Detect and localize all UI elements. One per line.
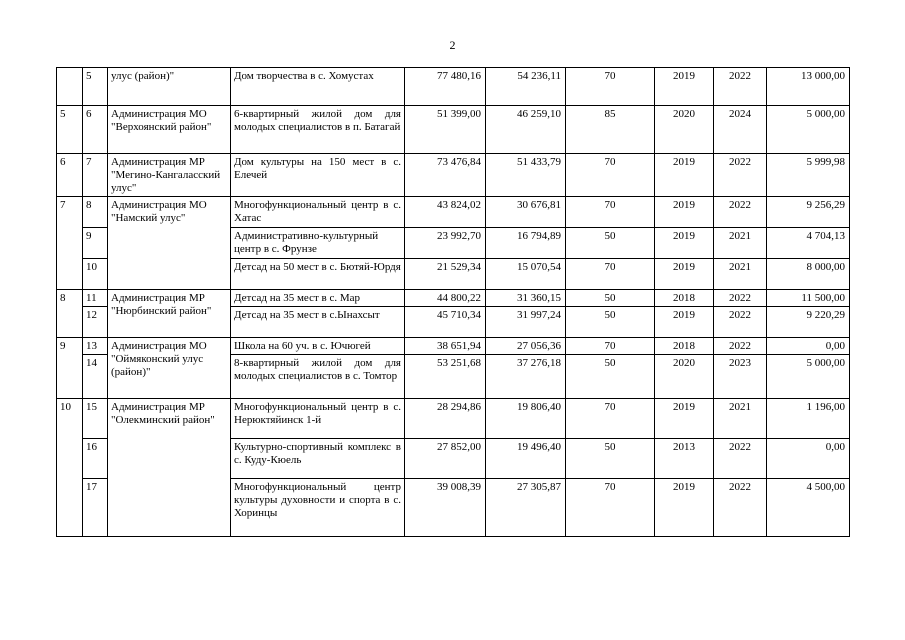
table-row bbox=[57, 197, 850, 228]
row-index-cell: 11 bbox=[83, 290, 108, 307]
total-cost-cell: 23 992,70 bbox=[405, 228, 486, 259]
total-cost-cell: 44 800,22 bbox=[405, 290, 486, 307]
organization-cell: Администрация МР "Олекминский район" bbox=[108, 399, 231, 537]
group-number-cell: 7 bbox=[57, 197, 83, 290]
table-row bbox=[57, 290, 850, 307]
amount-cell: 5 999,98 bbox=[767, 154, 850, 197]
subsidy-cell: 51 433,79 bbox=[486, 154, 566, 197]
end-year-cell: 2022 bbox=[714, 68, 767, 106]
amount-cell: 0,00 bbox=[767, 338, 850, 355]
page-number: 2 bbox=[449, 38, 456, 52]
object-name-cell: Культурно-спортивный комплекс в с. Куду-Кюель bbox=[231, 439, 405, 479]
amount-cell: 5 000,00 bbox=[767, 106, 850, 154]
organization-cell: Администрация МР "Мегино-Кангаласский улус" bbox=[108, 154, 231, 197]
subsidy-cell: 19 496,40 bbox=[486, 439, 566, 479]
percent-cell: 50 bbox=[566, 290, 655, 307]
end-year-cell: 2022 bbox=[714, 307, 767, 338]
start-year-cell: 2018 bbox=[655, 338, 714, 355]
total-cost-cell: 73 476,84 bbox=[405, 154, 486, 197]
start-year-cell: 2019 bbox=[655, 307, 714, 338]
subsidy-cell: 31 360,15 bbox=[486, 290, 566, 307]
subsidy-cell: 54 236,11 bbox=[486, 68, 566, 106]
percent-cell: 70 bbox=[566, 259, 655, 290]
end-year-cell: 2021 bbox=[714, 259, 767, 290]
end-year-cell: 2024 bbox=[714, 106, 767, 154]
organization-cell: Администрация МР "Нюрбинский район" bbox=[108, 290, 231, 338]
end-year-cell: 2022 bbox=[714, 338, 767, 355]
start-year-cell: 2019 bbox=[655, 228, 714, 259]
table-row bbox=[57, 68, 850, 106]
object-name-cell: Многофункциональный центр в с. Нерюктяйинск 1-й bbox=[231, 399, 405, 439]
group-number-cell: 8 bbox=[57, 290, 83, 338]
total-cost-cell: 39 008,39 bbox=[405, 479, 486, 537]
subsidy-cell: 37 276,18 bbox=[486, 355, 566, 399]
start-year-cell: 2019 bbox=[655, 479, 714, 537]
group-number-cell: 10 bbox=[57, 399, 83, 537]
start-year-cell: 2020 bbox=[655, 106, 714, 154]
table-row bbox=[57, 399, 850, 439]
subsidy-cell: 27 056,36 bbox=[486, 338, 566, 355]
start-year-cell: 2013 bbox=[655, 439, 714, 479]
amount-cell: 1 196,00 bbox=[767, 399, 850, 439]
percent-cell: 70 bbox=[566, 197, 655, 228]
organization-cell: Администрация МО "Верхоянский район" bbox=[108, 106, 231, 154]
object-name-cell: Дом культуры на 150 мест в с. Елечей bbox=[231, 154, 405, 197]
total-cost-cell: 21 529,34 bbox=[405, 259, 486, 290]
subsidy-cell: 30 676,81 bbox=[486, 197, 566, 228]
subsidy-cell: 27 305,87 bbox=[486, 479, 566, 537]
objects-table bbox=[56, 67, 850, 537]
end-year-cell: 2022 bbox=[714, 197, 767, 228]
row-index-cell: 13 bbox=[83, 338, 108, 355]
object-name-cell: Многофункциональный центр в с. Хатас bbox=[231, 197, 405, 228]
object-name-cell: Дом творчества в с. Хомустах bbox=[231, 68, 405, 106]
row-index-cell: 14 bbox=[83, 355, 108, 399]
end-year-cell: 2022 bbox=[714, 439, 767, 479]
percent-cell: 50 bbox=[566, 307, 655, 338]
end-year-cell: 2023 bbox=[714, 355, 767, 399]
start-year-cell: 2018 bbox=[655, 290, 714, 307]
group-number-cell: 6 bbox=[57, 154, 83, 197]
percent-cell: 70 bbox=[566, 68, 655, 106]
row-index-cell: 15 bbox=[83, 399, 108, 439]
amount-cell: 4 704,13 bbox=[767, 228, 850, 259]
total-cost-cell: 38 651,94 bbox=[405, 338, 486, 355]
total-cost-cell: 51 399,00 bbox=[405, 106, 486, 154]
subsidy-cell: 46 259,10 bbox=[486, 106, 566, 154]
row-index-cell: 9 bbox=[83, 228, 108, 259]
row-index-cell: 7 bbox=[83, 154, 108, 197]
object-name-cell: Административно-культурный центр в с. Фрунзе bbox=[231, 228, 405, 259]
row-index-cell: 12 bbox=[83, 307, 108, 338]
start-year-cell: 2019 bbox=[655, 197, 714, 228]
table-row bbox=[57, 106, 850, 154]
amount-cell: 9 256,29 bbox=[767, 197, 850, 228]
percent-cell: 70 bbox=[566, 399, 655, 439]
end-year-cell: 2022 bbox=[714, 479, 767, 537]
start-year-cell: 2019 bbox=[655, 154, 714, 197]
total-cost-cell: 77 480,16 bbox=[405, 68, 486, 106]
subsidy-cell: 16 794,89 bbox=[486, 228, 566, 259]
end-year-cell: 2021 bbox=[714, 399, 767, 439]
start-year-cell: 2019 bbox=[655, 399, 714, 439]
end-year-cell: 2022 bbox=[714, 154, 767, 197]
amount-cell: 4 500,00 bbox=[767, 479, 850, 537]
percent-cell: 50 bbox=[566, 439, 655, 479]
start-year-cell: 2019 bbox=[655, 259, 714, 290]
table-row bbox=[57, 154, 850, 197]
total-cost-cell: 53 251,68 bbox=[405, 355, 486, 399]
object-name-cell: Детсад на 50 мест в с. Бютяй-Юрдя bbox=[231, 259, 405, 290]
start-year-cell: 2019 bbox=[655, 68, 714, 106]
organization-cell: улус (район)" bbox=[108, 68, 231, 106]
percent-cell: 70 bbox=[566, 338, 655, 355]
object-name-cell: 6-квартирный жилой дом для молодых специалистов в п. Батагай bbox=[231, 106, 405, 154]
organization-cell: Администрация МО "Оймяконский улус (район)" bbox=[108, 338, 231, 399]
total-cost-cell: 43 824,02 bbox=[405, 197, 486, 228]
end-year-cell: 2022 bbox=[714, 290, 767, 307]
percent-cell: 70 bbox=[566, 154, 655, 197]
amount-cell: 9 220,29 bbox=[767, 307, 850, 338]
row-index-cell: 5 bbox=[83, 68, 108, 106]
total-cost-cell: 45 710,34 bbox=[405, 307, 486, 338]
object-name-cell: Многофункциональный центр культуры духовности и спорта в с. Хоринцы bbox=[231, 479, 405, 537]
percent-cell: 85 bbox=[566, 106, 655, 154]
end-year-cell: 2021 bbox=[714, 228, 767, 259]
row-index-cell: 8 bbox=[83, 197, 108, 228]
group-number-cell: 9 bbox=[57, 338, 83, 399]
subsidy-cell: 31 997,24 bbox=[486, 307, 566, 338]
subsidy-cell: 15 070,54 bbox=[486, 259, 566, 290]
start-year-cell: 2020 bbox=[655, 355, 714, 399]
table-row bbox=[57, 338, 850, 355]
amount-cell: 0,00 bbox=[767, 439, 850, 479]
percent-cell: 50 bbox=[566, 228, 655, 259]
row-index-cell: 6 bbox=[83, 106, 108, 154]
percent-cell: 70 bbox=[566, 479, 655, 537]
row-index-cell: 16 bbox=[83, 439, 108, 479]
subsidy-cell: 19 806,40 bbox=[486, 399, 566, 439]
row-index-cell: 10 bbox=[83, 259, 108, 290]
group-number-cell bbox=[57, 68, 83, 106]
object-name-cell: Детсад на 35 мест в с. Мар bbox=[231, 290, 405, 307]
total-cost-cell: 28 294,86 bbox=[405, 399, 486, 439]
object-name-cell: 8-квартирный жилой дом для молодых специалистов в с. Томтор bbox=[231, 355, 405, 399]
percent-cell: 50 bbox=[566, 355, 655, 399]
row-index-cell: 17 bbox=[83, 479, 108, 537]
object-name-cell: Школа на 60 уч. в с. Ючюгей bbox=[231, 338, 405, 355]
organization-cell: Администрация МО "Намский улус" bbox=[108, 197, 231, 290]
amount-cell: 5 000,00 bbox=[767, 355, 850, 399]
amount-cell: 8 000,00 bbox=[767, 259, 850, 290]
amount-cell: 13 000,00 bbox=[767, 68, 850, 106]
group-number-cell: 5 bbox=[57, 106, 83, 154]
object-name-cell: Детсад на 35 мест в с.Ынахсыт bbox=[231, 307, 405, 338]
total-cost-cell: 27 852,00 bbox=[405, 439, 486, 479]
amount-cell: 11 500,00 bbox=[767, 290, 850, 307]
